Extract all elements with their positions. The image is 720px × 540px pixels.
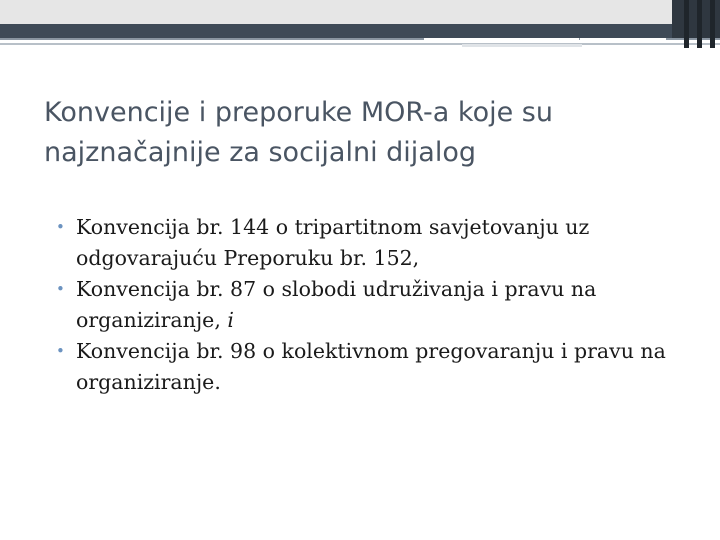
header-stripe <box>0 43 720 45</box>
header-corner-bar <box>697 0 702 48</box>
slide-title: Konvencije i preporuke MOR-a koje su najznačajnije za socijalni dijalog <box>44 97 553 168</box>
bullet-text: Konvencija br. 87 o slobodi udruživanja i pravu na organiziranje, <box>76 277 597 332</box>
bullet-item <box>56 336 676 398</box>
bullet-text-emphasis: i <box>227 308 234 332</box>
header-band-dark <box>0 24 720 38</box>
bullet-icon: • <box>56 342 65 360</box>
bullet-item <box>56 274 676 336</box>
header-band-light <box>0 0 720 24</box>
bullet-icon: • <box>56 280 65 298</box>
header-stripe-accent <box>580 38 666 41</box>
bullet-item <box>56 212 676 274</box>
bullet-text: Konvencija br. 144 o tripartitnom savjetovanju uz odgovarajuću Preporuku br. 152, <box>76 215 590 270</box>
header-stripe-accent <box>462 44 582 47</box>
bullet-icon: • <box>56 218 65 236</box>
header-corner-bar <box>684 0 689 48</box>
header-stripe-accent <box>424 38 579 41</box>
bullet-list <box>56 212 676 398</box>
bullet-text: Konvencija br. 98 o kolektivnom pregovaranju i pravu na organiziranje. <box>76 339 666 394</box>
header-corner-bar <box>710 0 715 48</box>
